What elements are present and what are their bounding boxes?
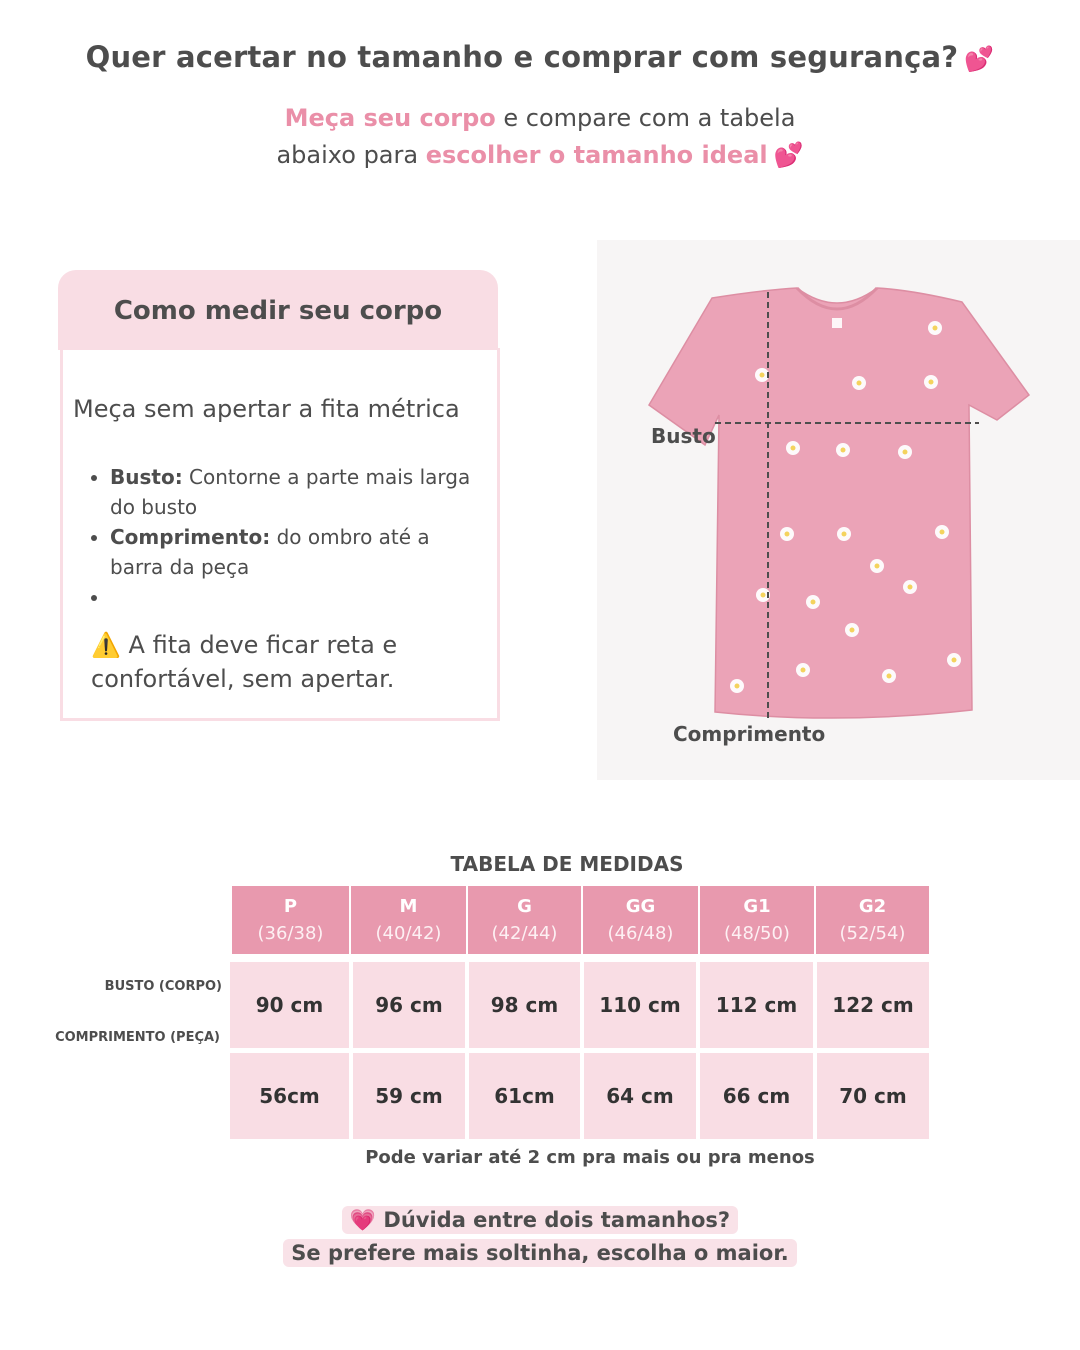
table-cell-bust: 96 cm xyxy=(353,962,465,1048)
table-cell-length: 56cm xyxy=(230,1053,349,1139)
hearts-icon: 💕 xyxy=(964,45,995,73)
list-item-text: Contorne a parte mais larga do busto xyxy=(110,465,471,519)
tip-text-2: Se prefere mais soltinha, escolha o maior. xyxy=(283,1239,796,1267)
measure-intro: Meça sem apertar a fita métrica xyxy=(73,395,460,423)
size-header xyxy=(232,886,349,954)
shirt-illustration xyxy=(597,240,1080,780)
length-label: Comprimento xyxy=(673,722,826,746)
size-header xyxy=(351,886,466,954)
table-cell-length: 59 cm xyxy=(353,1053,465,1139)
size-label: G1 xyxy=(743,896,771,917)
list-item-label: Comprimento: xyxy=(110,525,271,549)
size-label: P xyxy=(283,896,298,917)
table-cell-bust: 110 cm xyxy=(584,962,696,1048)
subtitle-line-2 xyxy=(0,141,1080,169)
shirt-image xyxy=(597,240,1080,780)
size-label: G2 xyxy=(858,896,887,917)
subtitle-text-2: abaixo para xyxy=(276,141,426,169)
table-cell-bust: 90 cm xyxy=(230,962,349,1048)
subtitle-highlight-2: escolher o tamanho ideal xyxy=(425,141,768,169)
row-label-length: COMPRIMENTO (PEÇA) xyxy=(55,1030,220,1045)
page-title xyxy=(0,40,1080,74)
size-header xyxy=(468,886,581,954)
hearts-icon: 💕 xyxy=(773,141,804,169)
table-cell-length: 61cm xyxy=(469,1053,580,1139)
bust-label: Busto xyxy=(651,424,716,448)
size-equiv: (52/54) xyxy=(839,923,906,944)
table-cell-bust: 98 cm xyxy=(469,962,580,1048)
list-item xyxy=(110,522,476,582)
page-title-text: Quer acertar no tamanho e comprar com segurança? xyxy=(85,40,959,74)
heart-icon: 💗 xyxy=(349,1208,377,1232)
subtitle-highlight-1: Meça seu corpo xyxy=(284,104,496,132)
subtitle-text-1: e compare com a tabela xyxy=(495,104,796,132)
table-cell-length: 64 cm xyxy=(584,1053,696,1139)
table-note: Pode variar até 2 cm pra mais ou pra menos xyxy=(365,1147,815,1168)
warning-note xyxy=(91,628,481,696)
table-title: TABELA DE MEDIDAS xyxy=(450,852,684,876)
size-label: G xyxy=(517,896,532,917)
measure-list xyxy=(86,462,476,612)
measure-card-title: Como medir seu corpo xyxy=(58,270,498,350)
size-header xyxy=(700,886,814,954)
size-label: GG xyxy=(625,896,656,917)
table-cell-length: 66 cm xyxy=(700,1053,813,1139)
list-item-label: Busto: xyxy=(110,465,183,489)
tip-text-1: Dúvida entre dois tamanhos? xyxy=(383,1208,731,1232)
size-equiv: (46/48) xyxy=(607,923,674,944)
size-equiv: (42/44) xyxy=(491,923,558,944)
tip-line-2 xyxy=(0,1241,1080,1265)
size-header xyxy=(816,886,929,954)
row-label-bust: BUSTO (CORPO) xyxy=(104,979,222,994)
size-equiv: (48/50) xyxy=(724,923,790,944)
subtitle-line-1 xyxy=(0,104,1080,132)
warning-icon: ⚠️ xyxy=(91,631,121,659)
list-item xyxy=(110,582,476,612)
list-item-text: do ombro até a barra da peça xyxy=(110,525,430,579)
tip-line-1 xyxy=(0,1208,1080,1233)
table-cell-length: 70 cm xyxy=(817,1053,929,1139)
size-equiv: (40/42) xyxy=(375,923,442,944)
warning-text: A fita deve ficar reta e confortável, sem apertar. xyxy=(91,631,398,693)
size-header xyxy=(583,886,698,954)
size-label: M xyxy=(399,896,418,917)
size-equiv: (36/38) xyxy=(257,923,324,944)
table-cell-bust: 112 cm xyxy=(700,962,813,1048)
list-item xyxy=(110,462,476,522)
table-cell-bust: 122 cm xyxy=(817,962,929,1048)
